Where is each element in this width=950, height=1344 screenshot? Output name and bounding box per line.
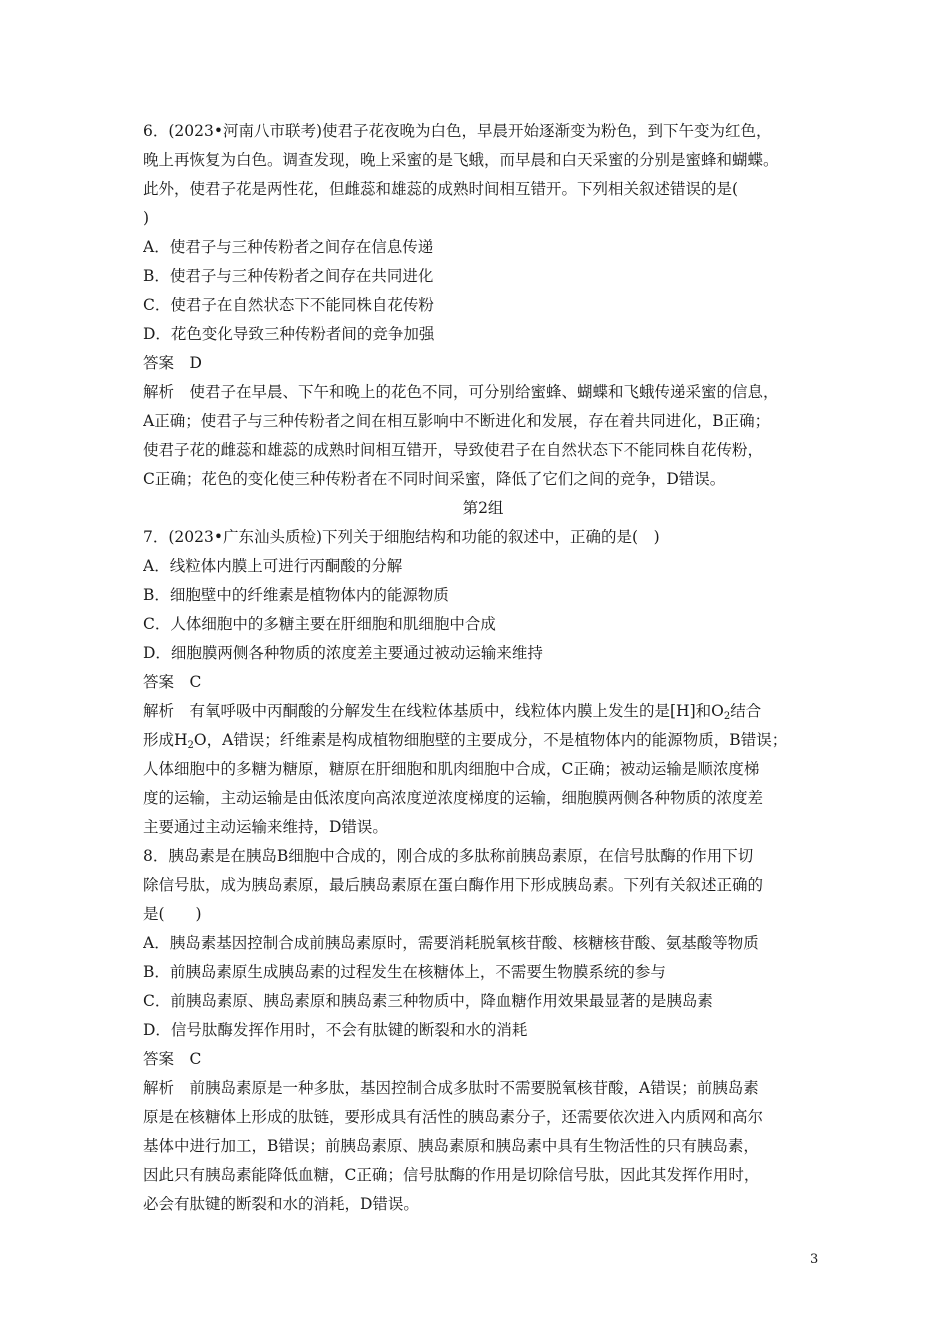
q8-stem-line: 是( ) bbox=[143, 905, 202, 923]
page-number: 3 bbox=[810, 1252, 819, 1267]
q7-analysis-text: 形成H bbox=[143, 731, 188, 749]
q6-analysis-line: 解析 使君子在早晨、下午和晚上的花色不同，可分别给蜜蜂、蝴蝶和飞蛾传递采蜜的信息， bbox=[143, 383, 779, 401]
q7-analysis-text: 解析 有氧呼吸中丙酮酸的分解发生在线粒体基质中，线粒体内膜上发生的是[H]和O bbox=[143, 702, 724, 720]
q7-analysis-text: 结合 bbox=[730, 702, 762, 720]
q6-analysis-line: 使君子花的雌蕊和雄蕊的成熟时间相互错开，导致使君子在自然状态下不能同株自花传粉， bbox=[143, 441, 764, 459]
q8-analysis-line: 解析 前胰岛素原是一种多肽，基因控制合成多肽时不需要脱氧核苷酸，A错误；前胰岛素 bbox=[143, 1079, 759, 1097]
q6-analysis-line: C正确；花色的变化使三种传粉者在不同时间采蜜，降低了它们之间的竞争，D错误。 bbox=[143, 470, 726, 488]
q6-answer: 答案 D bbox=[143, 354, 202, 372]
q8-option-b: B．前胰岛素原生成胰岛素的过程发生在核糖体上，不需要生物膜系统的参与 bbox=[143, 963, 666, 981]
q8-option-a: A．胰岛素基因控制合成前胰岛素原时，需要消耗脱氧核苷酸、核糖核苷酸、氨基酸等物质 bbox=[143, 934, 759, 952]
q7-analysis-text: O，A错误；纤维素是构成植物细胞壁的主要成分，不是植物体内的能源物质，B错误； bbox=[193, 731, 788, 749]
q8-option-c: C．前胰岛素原、胰岛素原和胰岛素三种物质中，降血糖作用效果最显著的是胰岛素 bbox=[143, 992, 713, 1010]
q8-answer: 答案 C bbox=[143, 1050, 202, 1068]
q7-option-c: C．人体细胞中的多糖主要在肝细胞和肌细胞中合成 bbox=[143, 615, 496, 633]
q6-option-a: A．使君子与三种传粉者之间存在信息传递 bbox=[143, 238, 434, 256]
group-heading: 第2组 bbox=[462, 499, 504, 517]
q7-option-d: D．细胞膜两侧各种物质的浓度差主要通过被动运输来维持 bbox=[143, 644, 543, 662]
q7-stem: 7．(2023•广东汕头质检)下列关于细胞结构和功能的叙述中，正确的是( ) bbox=[143, 528, 660, 546]
q6-option-c: C．使君子在自然状态下不能同株自花传粉 bbox=[143, 296, 434, 314]
subscript: 2 bbox=[187, 740, 194, 751]
q6-stem-line: 6．(2023•河南八市联考)使君子花夜晚为白色，早晨开始逐渐变为粉色，到下午变为红色， bbox=[143, 122, 772, 140]
q8-analysis-line: 因此只有胰岛素能降低血糖，C正确；信号肽酶的作用是切除信号肽，因此其发挥作用时， bbox=[143, 1166, 760, 1184]
question-6 bbox=[143, 117, 823, 494]
q8-option-d: D．信号肽酶发挥作用时，不会有肽键的断裂和水的消耗 bbox=[143, 1021, 528, 1039]
q6-stem-line: 此外，使君子花是两性花，但雌蕊和雄蕊的成熟时间相互错开。下列相关叙述错误的是( bbox=[143, 180, 739, 198]
q6-option-d: D．花色变化导致三种传粉者间的竞争加强 bbox=[143, 325, 435, 343]
q8-stem-line: 除信号肽，成为胰岛素原，最后胰岛素原在蛋白酶作用下形成胰岛素。下列有关叙述正确的 bbox=[143, 876, 764, 894]
q6-analysis-line: A正确；使君子与三种传粉者之间在相互影响中不断进化和发展，存在着共同进化，B正确； bbox=[143, 412, 771, 430]
q7-analysis-line bbox=[143, 697, 823, 726]
q8-analysis-line: 基体中进行加工，B错误；前胰岛素原、胰岛素原和胰岛素中具有生物活性的只有胰岛素， bbox=[143, 1137, 759, 1155]
q8-analysis-line: 原是在核糖体上形成的肽链，要形成具有活性的胰岛素分子，还需要依次进入内质网和高尔 bbox=[143, 1108, 764, 1126]
q7-option-b: B．细胞壁中的纤维素是植物体内的能源物质 bbox=[143, 586, 449, 604]
q7-analysis-line: 度的运输，主动运输是由低浓度向高浓度逆浓度梯度的运输，细胞膜两侧各种物质的浓度差 bbox=[143, 789, 764, 807]
question-8 bbox=[143, 842, 823, 1219]
q7-analysis-line: 主要通过主动运输来维持，D错误。 bbox=[143, 818, 388, 836]
q6-stem-line: 晚上再恢复为白色。调查发现，晚上采蜜的是飞蛾，而早晨和白天采蜜的分别是蜜蜂和蝴蝶。 bbox=[143, 151, 779, 169]
q6-option-b: B．使君子与三种传粉者之间存在共同进化 bbox=[143, 267, 434, 285]
q7-analysis-line bbox=[143, 726, 823, 755]
q6-stem-line: ) bbox=[143, 209, 150, 227]
question-7 bbox=[143, 523, 823, 842]
q8-analysis-line: 必会有肽键的断裂和水的消耗，D错误。 bbox=[143, 1195, 419, 1213]
q8-stem-line: 8．胰岛素是在胰岛B细胞中合成的，刚合成的多肽称前胰岛素原，在信号肽酶的作用下切 bbox=[143, 847, 754, 865]
subscript: 2 bbox=[723, 711, 731, 722]
q7-answer: 答案 C bbox=[143, 673, 202, 691]
q7-option-a: A．线粒体内膜上可进行丙酮酸的分解 bbox=[143, 557, 403, 575]
page-body bbox=[143, 117, 823, 1219]
q7-analysis-line: 人体细胞中的多糖为糖原，糖原在肝细胞和肌肉细胞中合成，C正确；被动运输是顺浓度梯 bbox=[143, 760, 760, 778]
